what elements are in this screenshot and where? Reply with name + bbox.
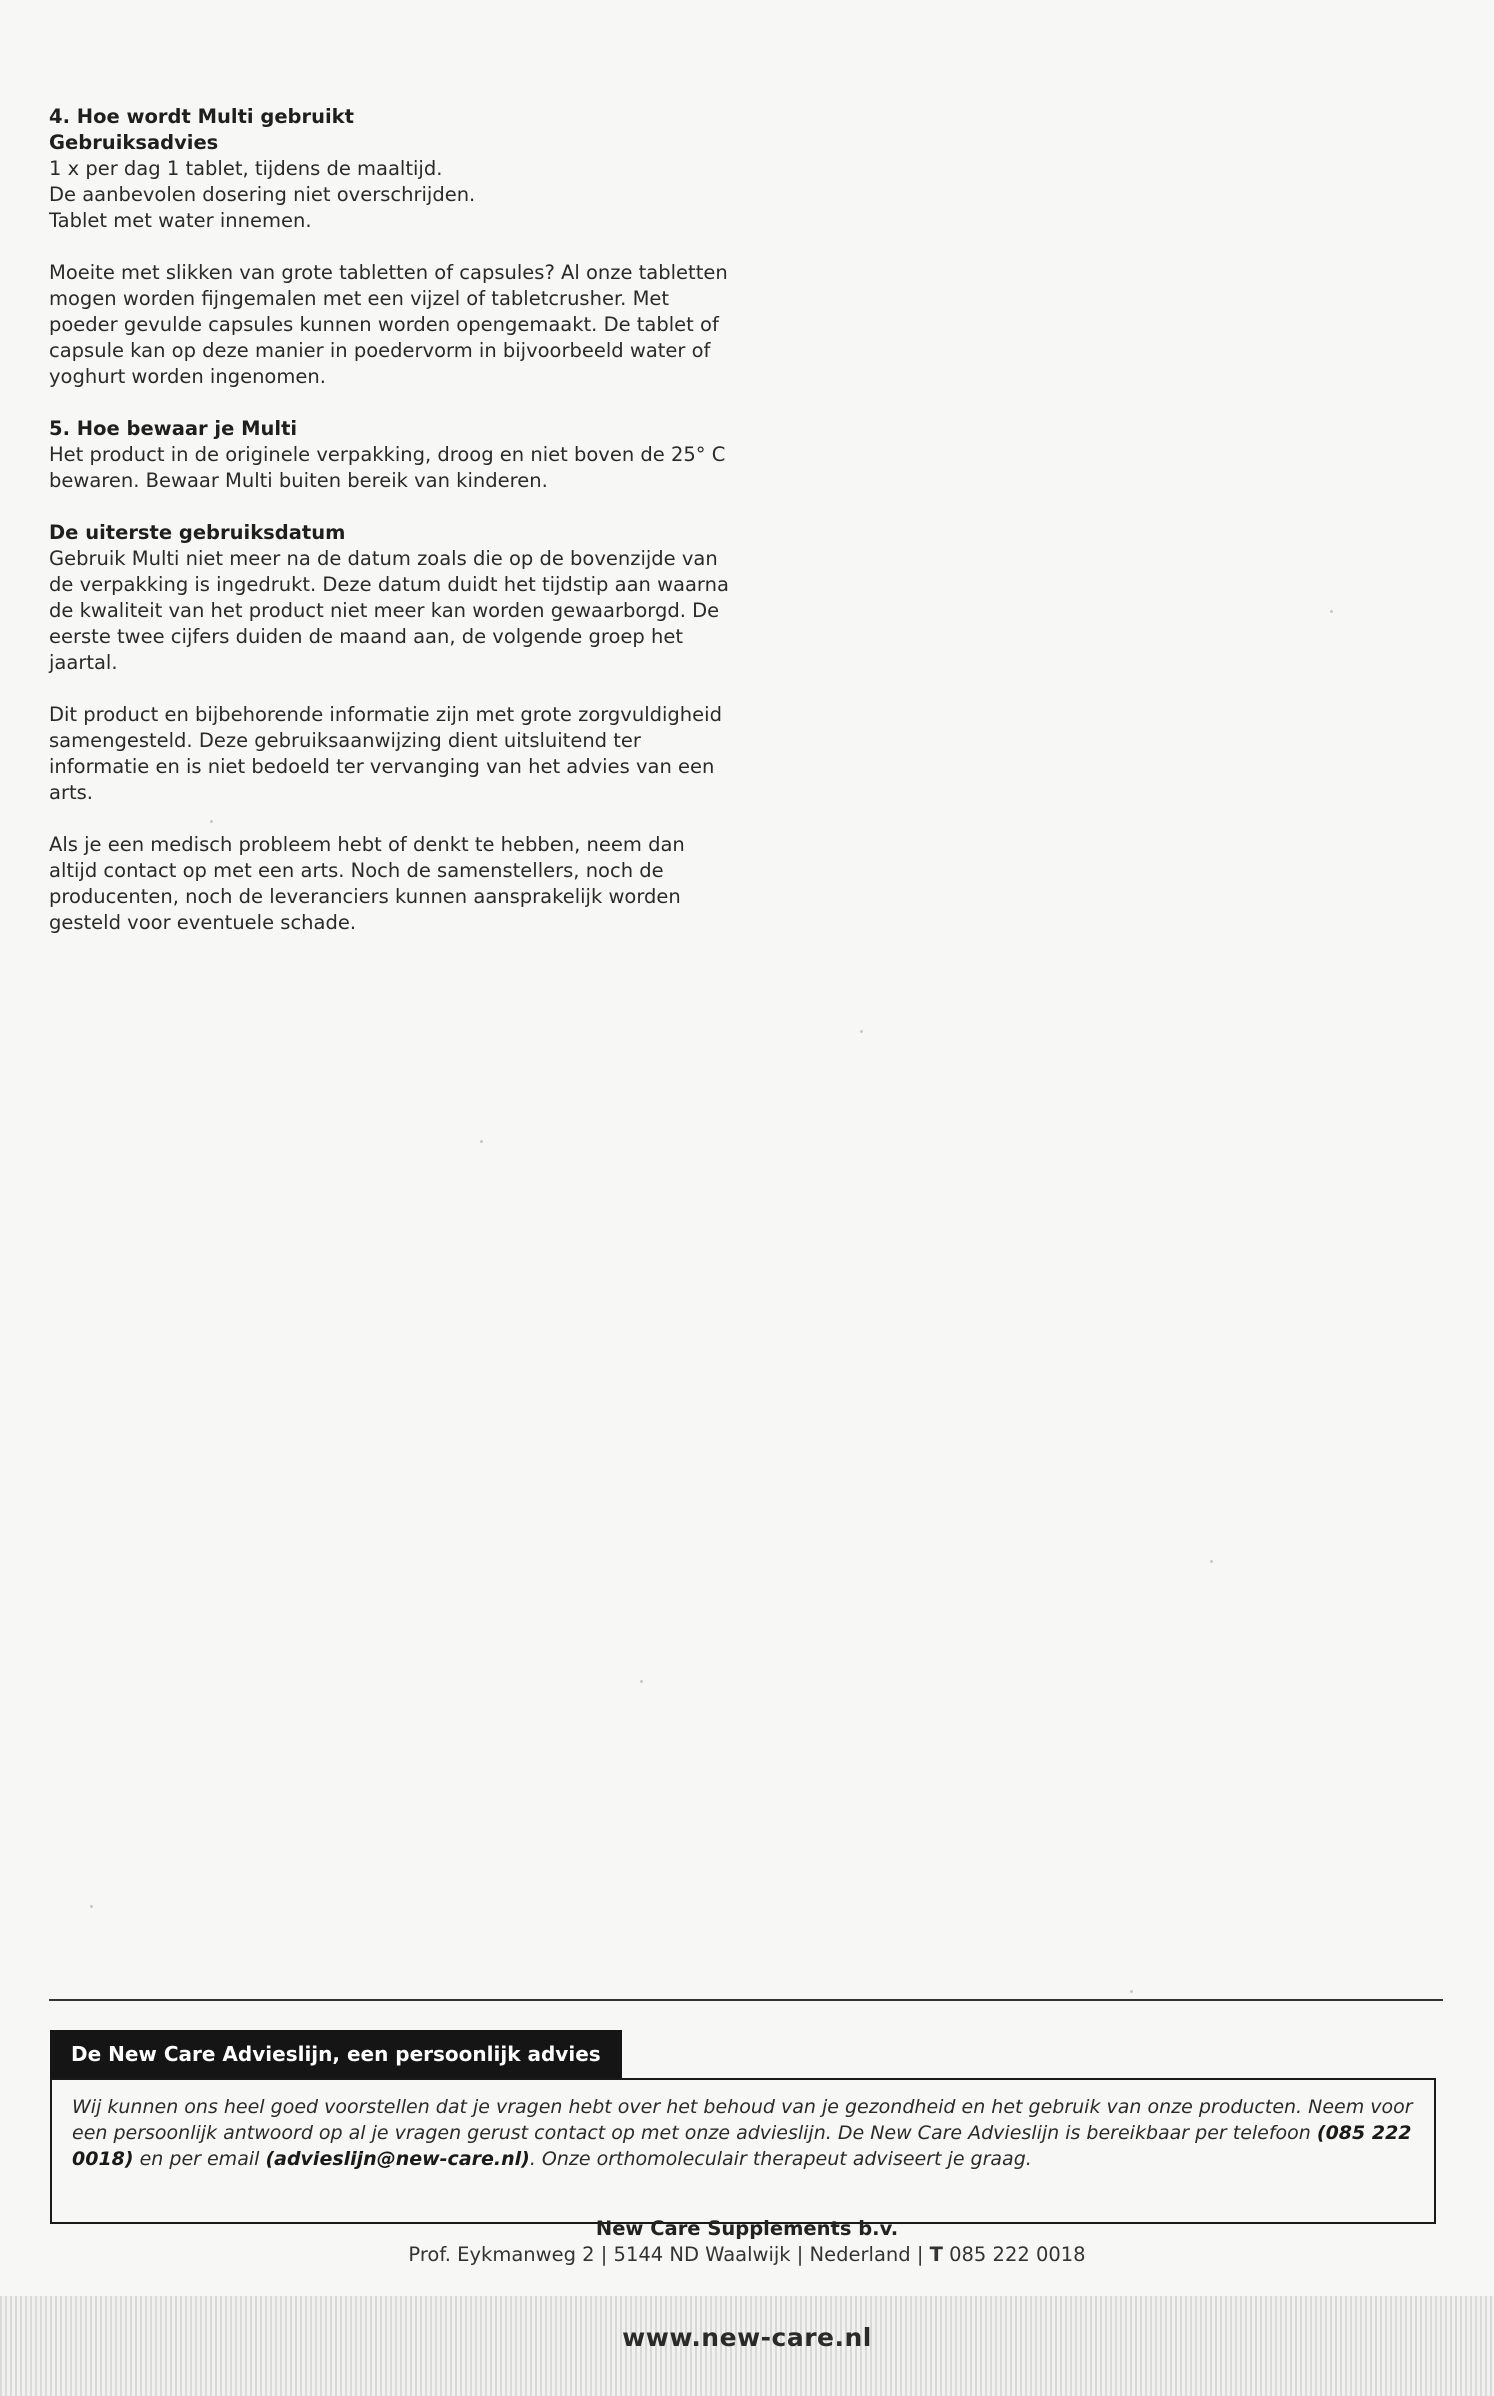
company-info: [0, 2216, 1494, 2268]
company-phone: 085 222 0018: [942, 2243, 1086, 2266]
usage-line: De aanbevolen dosering niet overschrijden.: [49, 183, 476, 206]
storage-paragraph: Het product in de originele verpakking, droog en niet boven de 25° C bewaren. Bewaar Multi buiten bereik van kinderen.: [49, 443, 726, 492]
advice-text: Wij kunnen ons heel goed voorstellen dat je vragen hebt over het behoud van je gezondheid en het gebruik van onze producten. Neem voor een persoonlijk antwoord op al je vragen gerust contact op met onze advieslijn. De New Care Advieslijn is bereikbaar per telefoon: [72, 2096, 1413, 2144]
advice-text: . Onze orthomoleculair therapeut adviseert je graag.: [529, 2148, 1032, 2170]
expiry-paragraph: Gebruik Multi niet meer na de datum zoals die op de bovenzijde van de verpakking is ingedrukt. Deze datum duidt het tijdstip aan waarna de kwaliteit van het product niet meer kan worden gewaarborgd. De eerste twee cijfers duiden de maand aan, de volgende groep het jaartal.: [49, 547, 729, 674]
divider-line: [49, 1999, 1443, 2001]
instructions-content: [49, 104, 739, 936]
usage-advice-subheading: Gebruiksadvies: [49, 131, 219, 154]
medical-disclaimer-paragraph: Als je een medisch probleem hebt of denkt te hebben, neem dan altijd contact op met een arts. Noch de samenstellers, noch de producenten, noch de leveranciers kunnen aansprakelijk worden gesteld voor eventuele schade.: [49, 833, 685, 934]
advice-text: en per email: [133, 2148, 266, 2170]
company-name: New Care Supplements b.v.: [595, 2217, 899, 2240]
expiry-heading: De uiterste gebruiksdatum: [49, 521, 346, 544]
website-link[interactable]: www.new-care.nl: [622, 2323, 872, 2352]
company-address: [0, 2242, 1494, 2268]
advice-line-title: De New Care Advieslijn, een persoonlijk advies: [50, 2030, 622, 2078]
usage-line: 1 x per dag 1 tablet, tijdens de maaltijd.: [49, 157, 443, 180]
phone-label: T: [929, 2243, 943, 2266]
section-4-heading: 4. Hoe wordt Multi gebruikt: [49, 105, 354, 128]
disclaimer-paragraph: Dit product en bijbehorende informatie zijn met grote zorgvuldigheid samengesteld. Deze gebruiksaanwijzing dient uitsluitend ter informatie en is niet bedoeld ter vervanging van het advies van een arts.: [49, 703, 722, 804]
advice-line-box: [50, 2078, 1436, 2224]
advice-email: (advieslijn@new-care.nl): [265, 2148, 530, 2170]
advice-phone: (085 222 0018): [72, 2122, 1412, 2170]
section-5-heading: 5. Hoe bewaar je Multi: [49, 417, 298, 440]
swallow-paragraph: Moeite met slikken van grote tabletten of capsules? Al onze tabletten mogen worden fijngemalen met een vijzel of tabletcrusher. Met poeder gevulde capsules kunnen worden opengemaakt. De tablet of capsule kan op deze manier in poedervorm in bijvoorbeeld water of yoghurt worden ingenomen.: [49, 261, 728, 388]
usage-line: Tablet met water innemen.: [49, 209, 312, 232]
company-address-text: Prof. Eykmanweg 2 | 5144 ND Waalwijk | Nederland |: [408, 2243, 930, 2266]
